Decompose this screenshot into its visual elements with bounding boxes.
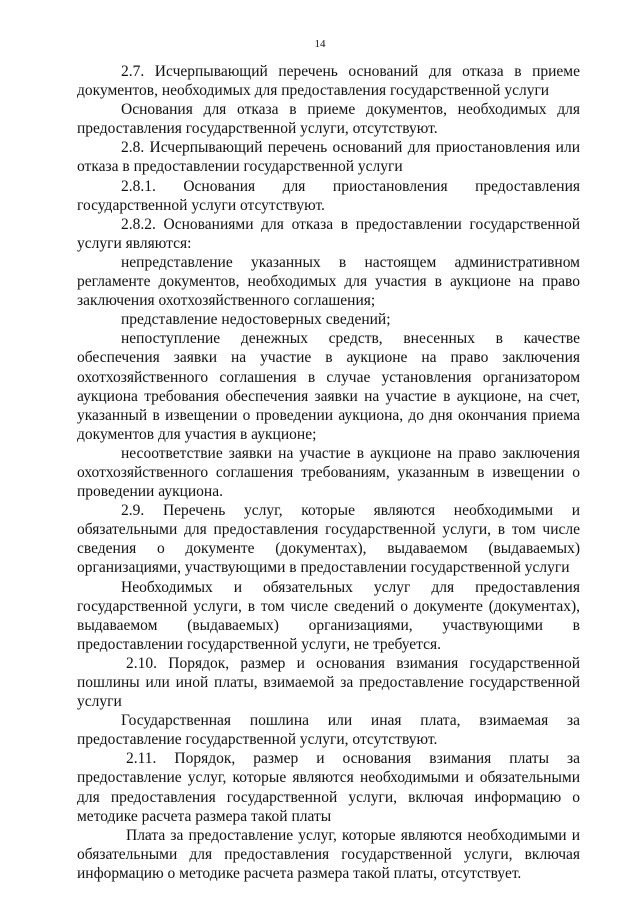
document-body	[77, 62, 580, 883]
section-2-9-text: Необходимых и обязательных услуг для предоставления государственной услуги, в том числе сведений о документе (документах), выдаваемом (выдаваемых) организациями, участвующими в предоставлении государственной услуги, не требуется.	[77, 578, 580, 653]
section-2-11-text: Плата за предоставление услуг, которые являются необходимыми и обязательными для предоставления государственной услуги, включая информацию о методике расчета размера такой платы, отсутствует.	[77, 826, 580, 882]
page-number: 14	[314, 38, 326, 50]
section-2-10-text: Государственная пошлина или иная плата, взимаемая за предоставление государственной услуги, отсутствуют.	[77, 712, 580, 749]
section-2-7-text: Основания для отказа в приеме документов, необходимых для предоставления государственной услуги, отсутствуют.	[77, 101, 580, 138]
section-2-8-2-text: 2.8.2. Основаниями для отказа в предоставлении государственной услуги являются:	[77, 215, 580, 252]
section-2-10-heading: 2.10. Порядок, размер и основания взимания государственной пошлины или иной платы, взимаемой за предоставление государственной услуги	[77, 654, 580, 711]
section-2-9-heading: 2.9. Перечень услуг, которые являются необходимыми и обязательными для предоставления государственной услуги, в том числе сведения о документе (документах), выдаваемом (выдаваемых) организациями, участвующими в предоставлении государственной услуги	[77, 502, 580, 577]
section-2-8-1-text: 2.8.1. Основания для приостановления предоставления государственной услуги отсутствуют.	[77, 177, 580, 214]
section-2-8-heading: 2.8. Исчерпывающий перечень оснований для приостановления или отказа в предоставлении государственной услуги	[77, 139, 580, 176]
refusal-ground-4: несоответствие заявки на участие в аукционе на право заключения охотхозяйственного соглашения требованиям, указанным в извещении о проведении аукциона.	[77, 444, 580, 501]
section-2-11-heading: 2.11. Порядок, размер и основания взимания платы за предоставление услуг, которые являются необходимыми и обязательными для предоставления государственной услуги, включая информацию о методике расчета размера такой платы	[77, 750, 580, 825]
section-2-7-heading: 2.7. Исчерпывающий перечень оснований для отказа в приеме документов, необходимых для предоставления государственной услуги	[77, 63, 580, 100]
refusal-ground-1: непредставление указанных в настоящем административном регламенте документов, необходимых для участия в аукционе на право заключения охотхозяйственного соглашения;	[77, 253, 580, 310]
refusal-ground-3: непоступление денежных средств, внесенных в качестве обеспечения заявки на участие в аукционе на право заключения охотхозяйственного соглашения в случае установления организатором аукциона требования обеспечения заявки на участие в аукционе, на счет, указанный в извещении о проведении аукциона, до дня окончания приема документов для участия в аукционе;	[77, 330, 580, 443]
refusal-ground-2: представление недостоверных сведений;	[121, 311, 391, 329]
